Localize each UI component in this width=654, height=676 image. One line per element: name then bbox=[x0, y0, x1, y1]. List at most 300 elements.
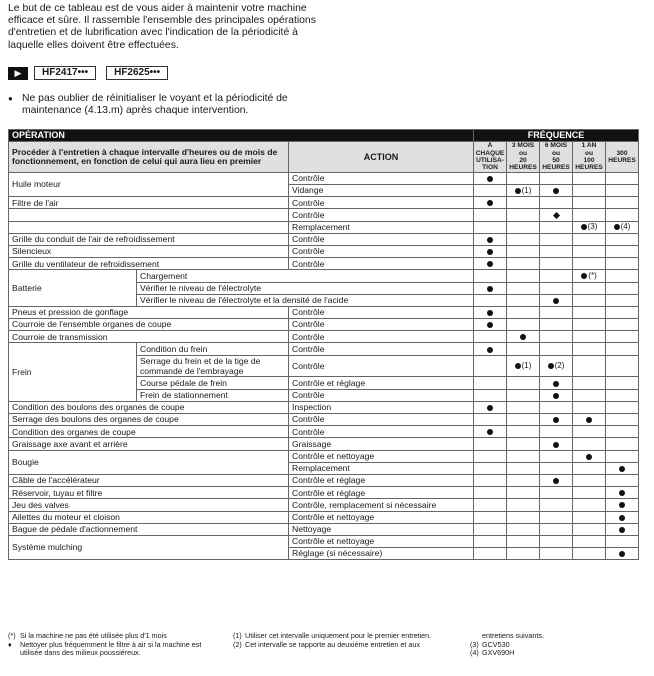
frequency-cell bbox=[507, 331, 540, 343]
action-cell: Contrôle et nettoyage bbox=[289, 450, 474, 462]
footnote-text: GXV690H bbox=[482, 648, 515, 658]
frequency-header-line: 1 AN bbox=[581, 142, 597, 150]
frequency-cell bbox=[540, 185, 573, 197]
action-cell: Remplacement bbox=[289, 221, 474, 233]
dot-icon bbox=[553, 381, 559, 387]
frequency-cell bbox=[573, 331, 606, 343]
frequency-cell bbox=[507, 245, 540, 257]
dot-icon bbox=[553, 188, 559, 194]
frequency-cell bbox=[606, 258, 639, 270]
operation-cell bbox=[9, 209, 289, 221]
action-cell: Contrôle et réglage bbox=[289, 487, 474, 499]
operation-cell: Réservoir, tuyau et filtre bbox=[9, 487, 289, 499]
frequency-cell bbox=[573, 389, 606, 401]
frequency-header-line: À bbox=[487, 142, 493, 150]
operation-cell: Bougie bbox=[9, 450, 289, 474]
frequency-cell bbox=[474, 233, 507, 245]
frequency-cell bbox=[540, 319, 573, 331]
frequency-cell bbox=[573, 548, 606, 560]
operation-cell: Courroie de transmission bbox=[9, 331, 289, 343]
frequency-cell bbox=[573, 343, 606, 355]
frequency-column-header bbox=[606, 142, 639, 173]
action-cell: Contrôle bbox=[289, 389, 474, 401]
frequency-cell bbox=[540, 331, 573, 343]
footnote-ref: (2) bbox=[554, 361, 565, 371]
frequency-cell bbox=[540, 426, 573, 438]
frequency-cell bbox=[507, 282, 540, 294]
frequency-cell bbox=[540, 282, 573, 294]
frequency-cell bbox=[606, 426, 639, 438]
action-cell: Remplacement bbox=[289, 462, 474, 474]
frequency-cell bbox=[540, 499, 573, 511]
table-row bbox=[9, 414, 639, 426]
dot-icon bbox=[487, 286, 493, 292]
arrow-icon: ▶ bbox=[8, 67, 28, 80]
frequency-cell bbox=[606, 197, 639, 209]
frequency-cell bbox=[507, 499, 540, 511]
frequency-header-line: 3 MOIS bbox=[511, 142, 535, 150]
frequency-cell bbox=[573, 319, 606, 331]
table-row bbox=[9, 499, 639, 511]
frequency-cell bbox=[474, 245, 507, 257]
action-cell: Contrôle bbox=[289, 426, 474, 438]
action-cell: Vidange bbox=[289, 185, 474, 197]
dot-icon bbox=[553, 298, 559, 304]
frequency-cell bbox=[474, 331, 507, 343]
maintenance-table bbox=[8, 129, 639, 560]
action-cell: Nettoyage bbox=[289, 523, 474, 535]
frequency-cell bbox=[540, 462, 573, 474]
dot-icon bbox=[515, 363, 521, 369]
frequency-cell bbox=[507, 487, 540, 499]
dot-icon bbox=[619, 527, 625, 533]
frequency-cell bbox=[474, 343, 507, 355]
frequency-cell bbox=[474, 462, 507, 474]
table-row bbox=[9, 245, 639, 257]
frequency-cell bbox=[474, 389, 507, 401]
frequency-cell bbox=[540, 306, 573, 318]
frequency-cell bbox=[540, 258, 573, 270]
operation-cell: Grille du ventilateur de refroidissement bbox=[9, 258, 289, 270]
dot-icon bbox=[586, 454, 592, 460]
dot-icon bbox=[487, 347, 493, 353]
frequency-cell bbox=[474, 355, 507, 377]
frequency-column-header bbox=[507, 142, 540, 173]
dot-icon bbox=[487, 429, 493, 435]
frequency-cell bbox=[606, 282, 639, 294]
table-row bbox=[9, 523, 639, 535]
frequency-cell bbox=[573, 438, 606, 450]
table-row bbox=[9, 319, 639, 331]
frequency-cell bbox=[507, 197, 540, 209]
frequency-cell bbox=[606, 377, 639, 389]
frequency-cell bbox=[507, 377, 540, 389]
sub-operation-cell: Condition du frein bbox=[137, 343, 289, 355]
dot-icon bbox=[520, 334, 526, 340]
frequency-cell bbox=[540, 343, 573, 355]
frequency-cell bbox=[573, 487, 606, 499]
dot-icon bbox=[619, 502, 625, 508]
table-row bbox=[9, 487, 639, 499]
model-badge: HF2625••• bbox=[106, 66, 168, 80]
frequency-cell bbox=[573, 258, 606, 270]
frequency-header-line: HEURES bbox=[509, 164, 537, 172]
frequency-header-line: 50 bbox=[552, 157, 560, 164]
footnotes-left bbox=[8, 632, 223, 658]
frequency-cell bbox=[573, 426, 606, 438]
table-row bbox=[9, 426, 639, 438]
action-cell: Contrôle bbox=[289, 209, 474, 221]
dot-icon bbox=[619, 490, 625, 496]
frequency-cell bbox=[606, 343, 639, 355]
frequency-cell bbox=[540, 511, 573, 523]
frequency-cell bbox=[474, 499, 507, 511]
table-row bbox=[9, 233, 639, 245]
footnote-ref: (1) bbox=[521, 185, 532, 195]
intro-paragraph: Le but de ce tableau est de vous aider à maintenir votre machine efficace et sûre. Il rassemble l'ensemble des principales opérations d'entretien et de lubrification avec l'indication de la périodicité à laquelle elles doivent être effectuées. bbox=[8, 3, 316, 51]
frequency-header-line: HEURES bbox=[575, 164, 603, 172]
frequency-cell bbox=[540, 377, 573, 389]
frequency-cell bbox=[573, 474, 606, 486]
frequency-cell bbox=[573, 511, 606, 523]
operation-header: OPÉRATION bbox=[9, 130, 474, 142]
frequency-cell bbox=[540, 294, 573, 306]
frequency-cell bbox=[507, 355, 540, 377]
frequency-cell bbox=[474, 209, 507, 221]
frequency-cell bbox=[606, 450, 639, 462]
action-header: ACTION bbox=[289, 142, 474, 173]
frequency-header-line: 20 bbox=[519, 157, 527, 164]
frequency-cell bbox=[540, 389, 573, 401]
operation-cell: Serrage des boulons des organes de coupe bbox=[9, 414, 289, 426]
frequency-cell bbox=[474, 172, 507, 184]
frequency-header-line: HEURES bbox=[542, 164, 570, 172]
sub-operation-cell: Vérifier le niveau de l'électrolyte et la densité de l'acide bbox=[137, 294, 474, 306]
frequency-cell bbox=[540, 401, 573, 413]
action-cell: Contrôle bbox=[289, 343, 474, 355]
dot-icon bbox=[487, 176, 493, 182]
dot-icon bbox=[553, 442, 559, 448]
frequency-cell bbox=[606, 474, 639, 486]
frequency-cell bbox=[606, 221, 639, 233]
frequency-header-line: ou bbox=[552, 149, 561, 157]
frequency-cell bbox=[507, 414, 540, 426]
frequency-cell bbox=[507, 438, 540, 450]
frequency-cell bbox=[540, 270, 573, 282]
dot-icon bbox=[548, 363, 554, 369]
frequency-column-header bbox=[540, 142, 573, 173]
frequency-cell bbox=[540, 209, 573, 221]
frequency-cell bbox=[573, 401, 606, 413]
dot-icon bbox=[553, 393, 559, 399]
frequency-cell bbox=[573, 172, 606, 184]
frequency-cell bbox=[540, 548, 573, 560]
frequency-cell bbox=[540, 450, 573, 462]
frequency-cell bbox=[507, 233, 540, 245]
frequency-column-header bbox=[573, 142, 606, 173]
action-cell: Contrôle bbox=[289, 355, 474, 377]
frequency-cell bbox=[474, 535, 507, 547]
frequency-cell bbox=[540, 414, 573, 426]
frequency-cell bbox=[606, 172, 639, 184]
frequency-cell bbox=[606, 511, 639, 523]
action-cell: Graissage bbox=[289, 438, 474, 450]
frequency-cell bbox=[606, 294, 639, 306]
footnote-text: Utiliser cet intervalle uniquement pour le premier entretien. bbox=[245, 631, 432, 640]
operation-cell: Graissage axe avant et arrière bbox=[9, 438, 289, 450]
operation-cell: Câble de l'accélérateur bbox=[9, 474, 289, 486]
dot-icon bbox=[614, 224, 620, 230]
dot-icon bbox=[515, 188, 521, 194]
frequency-cell bbox=[573, 462, 606, 474]
action-cell: Contrôle et réglage bbox=[289, 474, 474, 486]
action-cell: Inspection bbox=[289, 401, 474, 413]
operation-cell: Silencieux bbox=[9, 245, 289, 257]
operation-cell: Batterie bbox=[9, 270, 137, 307]
frequency-cell bbox=[540, 523, 573, 535]
dot-icon bbox=[487, 261, 493, 267]
dot-icon bbox=[619, 515, 625, 521]
dot-icon bbox=[553, 417, 559, 423]
frequency-cell bbox=[573, 270, 606, 282]
frequency-cell bbox=[507, 426, 540, 438]
dot-icon bbox=[581, 273, 587, 279]
action-cell: Contrôle bbox=[289, 331, 474, 343]
footnote-mark: (3) bbox=[470, 639, 479, 649]
frequency-cell bbox=[573, 499, 606, 511]
frequency-cell bbox=[474, 548, 507, 560]
footnote-text: Cet intervalle se rapporte au deuxième entretien et aux bbox=[245, 639, 420, 649]
footnote-ref: (4) bbox=[620, 222, 631, 232]
footnote-mark: (4) bbox=[470, 648, 479, 658]
frequency-cell bbox=[573, 197, 606, 209]
footnote-mark: (2) bbox=[233, 639, 242, 649]
footnote-text: Nettoyer plus fréquemment le filtre à air si la machine est utilisée dans des milieux poussiéreux. bbox=[20, 639, 202, 658]
frequency-cell bbox=[573, 221, 606, 233]
table-row bbox=[9, 306, 639, 318]
operation-cell: Frein bbox=[9, 343, 137, 401]
frequency-cell bbox=[606, 270, 639, 282]
frequency-header-line: UTILISA- bbox=[476, 157, 504, 164]
action-cell: Contrôle bbox=[289, 172, 474, 184]
frequency-cell bbox=[606, 523, 639, 535]
footnote-ref: (1) bbox=[521, 361, 532, 371]
reset-note bbox=[8, 93, 328, 117]
sub-operation-cell: Vérifier le niveau de l'électrolyte bbox=[137, 282, 474, 294]
frequency-cell bbox=[474, 306, 507, 318]
table-row bbox=[9, 209, 639, 221]
frequency-cell bbox=[573, 306, 606, 318]
operation-cell: Courroie de l'ensemble organes de coupe bbox=[9, 319, 289, 331]
table-row bbox=[9, 511, 639, 523]
dot-icon bbox=[487, 322, 493, 328]
frequency-cell bbox=[540, 221, 573, 233]
frequency-cell bbox=[507, 462, 540, 474]
frequency-cell bbox=[507, 401, 540, 413]
frequency-cell bbox=[573, 450, 606, 462]
frequency-header-line: TION bbox=[482, 164, 498, 172]
table-row bbox=[9, 343, 639, 355]
bullet-icon: ● bbox=[8, 94, 13, 103]
model-list bbox=[8, 66, 168, 80]
footnote-ref: (3) bbox=[587, 222, 598, 232]
action-cell: Contrôle bbox=[289, 414, 474, 426]
dot-icon bbox=[487, 249, 493, 255]
frequency-cell bbox=[606, 331, 639, 343]
frequency-cell bbox=[507, 294, 540, 306]
frequency-cell bbox=[606, 355, 639, 377]
dot-icon bbox=[487, 200, 493, 206]
frequency-cell bbox=[474, 414, 507, 426]
operation-cell: Pneus et pression de gonflage bbox=[9, 306, 289, 318]
frequency-cell bbox=[573, 233, 606, 245]
frequency-cell bbox=[606, 245, 639, 257]
frequency-cell bbox=[540, 355, 573, 377]
footnote-mark: (*) bbox=[8, 631, 16, 640]
sub-operation-cell: Serrage du frein et de la tige de commande de l'embrayage bbox=[137, 355, 289, 377]
frequency-cell bbox=[606, 389, 639, 401]
frequency-header-line: 100 bbox=[583, 157, 595, 164]
frequency-cell bbox=[540, 487, 573, 499]
dot-icon bbox=[553, 478, 559, 484]
action-cell: Contrôle et nettoyage bbox=[289, 535, 474, 547]
frequency-header-line: 300 bbox=[616, 149, 628, 157]
frequency-cell bbox=[540, 535, 573, 547]
footnote-mark: (1) bbox=[233, 631, 242, 640]
dot-icon bbox=[487, 310, 493, 316]
frequency-cell bbox=[507, 343, 540, 355]
frequency-cell bbox=[540, 233, 573, 245]
frequency-cell bbox=[474, 197, 507, 209]
frequency-cell bbox=[573, 377, 606, 389]
dot-icon bbox=[619, 551, 625, 557]
frequency-header-line: 6 MOIS bbox=[544, 142, 568, 150]
dot-icon bbox=[619, 466, 625, 472]
dot-icon bbox=[487, 405, 493, 411]
operation-cell: Bague de pédale d'actionnement bbox=[9, 523, 289, 535]
frequency-header-line: CHAQUE bbox=[475, 149, 505, 157]
table-row bbox=[9, 258, 639, 270]
frequency-cell bbox=[606, 548, 639, 560]
description-header: Procéder à l'entretien à chaque intervalle d'heures ou de mois de fonctionnement, en fonction de celui qui aura lieu en premier bbox=[9, 142, 289, 173]
action-cell: Réglage (si nécessaire) bbox=[289, 548, 474, 560]
footnote-text: GCV530 bbox=[482, 639, 510, 649]
frequency-cell bbox=[606, 462, 639, 474]
operation-cell: Jeu des valves bbox=[9, 499, 289, 511]
table-row bbox=[9, 221, 639, 233]
frequency-cell bbox=[474, 270, 507, 282]
frequency-cell bbox=[474, 438, 507, 450]
operation-cell: Condition des organes de coupe bbox=[9, 426, 289, 438]
frequency-cell bbox=[606, 401, 639, 413]
table-row bbox=[9, 331, 639, 343]
table-row bbox=[9, 474, 639, 486]
frequency-cell bbox=[507, 185, 540, 197]
frequency-cell bbox=[540, 438, 573, 450]
frequency-cell bbox=[540, 197, 573, 209]
frequency-cell bbox=[606, 535, 639, 547]
dot-icon bbox=[586, 417, 592, 423]
frequency-cell bbox=[507, 258, 540, 270]
footnote-ref: (*) bbox=[588, 270, 597, 280]
frequency-cell bbox=[606, 438, 639, 450]
frequency-cell bbox=[507, 306, 540, 318]
frequency-cell bbox=[507, 474, 540, 486]
operation-cell: Ailettes du moteur et cloison bbox=[9, 511, 289, 523]
frequency-cell bbox=[474, 523, 507, 535]
frequency-cell bbox=[474, 258, 507, 270]
frequency-cell bbox=[606, 414, 639, 426]
frequency-cell bbox=[606, 487, 639, 499]
footnote-text: Si la machine ne pas été utilisée plus d'1 mois bbox=[20, 631, 167, 640]
operation-cell: Condition des boulons des organes de coupe bbox=[9, 401, 289, 413]
frequency-cell bbox=[474, 221, 507, 233]
frequency-cell bbox=[507, 511, 540, 523]
action-cell: Contrôle bbox=[289, 245, 474, 257]
operation-cell: Grille du conduit de l'air de refroidissement bbox=[9, 233, 289, 245]
frequency-cell bbox=[573, 414, 606, 426]
sub-operation-cell: Course pédale de frein bbox=[137, 377, 289, 389]
frequency-cell bbox=[474, 401, 507, 413]
action-cell: Contrôle bbox=[289, 233, 474, 245]
frequency-cell bbox=[507, 548, 540, 560]
sub-operation-cell: Chargement bbox=[137, 270, 474, 282]
operation-cell bbox=[9, 221, 289, 233]
model-badge: HF2417••• bbox=[34, 66, 96, 80]
frequency-cell bbox=[507, 523, 540, 535]
frequency-cell bbox=[507, 450, 540, 462]
action-cell: Contrôle et réglage bbox=[289, 377, 474, 389]
frequency-cell bbox=[474, 294, 507, 306]
frequency-cell bbox=[540, 245, 573, 257]
frequency-cell bbox=[474, 426, 507, 438]
table-row bbox=[9, 172, 639, 184]
footnotes-middle bbox=[233, 632, 453, 649]
frequency-cell bbox=[573, 294, 606, 306]
frequency-cell bbox=[507, 221, 540, 233]
frequency-cell bbox=[507, 172, 540, 184]
frequency-cell bbox=[606, 233, 639, 245]
footnotes-right bbox=[470, 632, 640, 658]
frequency-cell bbox=[573, 355, 606, 377]
action-cell: Contrôle bbox=[289, 319, 474, 331]
action-cell: Contrôle et nettoyage bbox=[289, 511, 474, 523]
frequency-cell bbox=[507, 270, 540, 282]
frequency-cell bbox=[606, 319, 639, 331]
frequency-cell bbox=[474, 319, 507, 331]
table-row bbox=[9, 535, 639, 547]
frequency-header: FRÉQUENCE bbox=[474, 130, 639, 142]
frequency-cell bbox=[474, 377, 507, 389]
sub-operation-cell: Frein de stationnement bbox=[137, 389, 289, 401]
frequency-cell bbox=[573, 282, 606, 294]
frequency-cell bbox=[606, 185, 639, 197]
frequency-cell bbox=[507, 389, 540, 401]
frequency-cell bbox=[474, 487, 507, 499]
frequency-header-line: HEURES bbox=[608, 157, 636, 164]
action-cell: Contrôle bbox=[289, 258, 474, 270]
frequency-cell bbox=[540, 474, 573, 486]
frequency-cell bbox=[606, 209, 639, 221]
table-row bbox=[9, 197, 639, 209]
frequency-cell bbox=[507, 535, 540, 547]
frequency-cell bbox=[474, 511, 507, 523]
frequency-cell bbox=[474, 185, 507, 197]
operation-cell: Système mulching bbox=[9, 535, 289, 559]
operation-cell: Huile moteur bbox=[9, 172, 289, 196]
frequency-header-line: ou bbox=[519, 149, 528, 157]
footnote-text: entretiens suivants. bbox=[482, 631, 544, 640]
